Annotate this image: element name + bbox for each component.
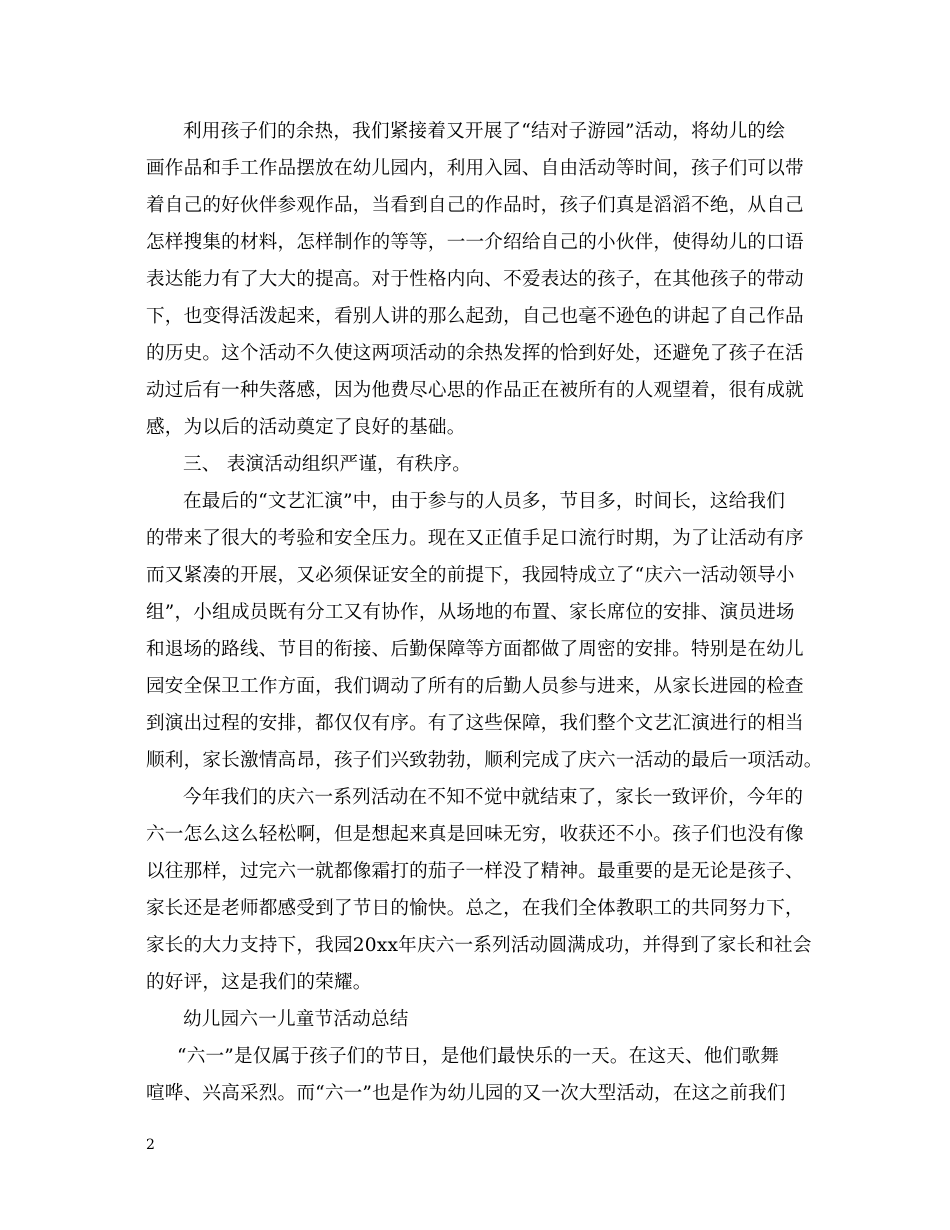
paragraph-line: 和退场的路线、节目的衔接、后勤保障等方面都做了周密的安排。特别是在幼儿: [146, 639, 804, 660]
paragraph-line: 怎样搜集的材料，怎样制作的等等，一一介绍给自己的小伙伴，使得幼儿的口语: [146, 232, 804, 253]
page-number: 2: [146, 1137, 155, 1153]
paragraph-line: 下，也变得活泼起来，看别人讲的那么起劲，自己也毫不逊色的讲起了自己作品: [146, 306, 804, 327]
paragraph-line: 以往那样，过完六一就都像霜打的茄子一样没了精神。最重要的是无论是孩子、: [146, 861, 804, 882]
paragraph-line: 组”，小组成员既有分工又有协作，从场地的布置、家长席位的安排、演员进场: [146, 602, 795, 623]
paragraph-line: 在最后的“文艺汇演”中，由于参与的人员多，节目多，时间长，这给我们: [183, 491, 786, 512]
paragraph-line: 利用孩子们的余热，我们紧接着又开展了“结对子游园”活动，将幼儿的绘: [183, 121, 786, 142]
paragraph-line: 画作品和手工作品摆放在幼儿园内，利用入园、自由活动等时间，孩子们可以带: [146, 158, 804, 179]
paragraph-line: 园安全保卫工作方面，我们调动了所有的后勤人员参与进来，从家长进园的检查: [146, 676, 804, 697]
paragraph-line: 表达能力有了大大的提高。对于性格内向、不爱表达的孩子，在其他孩子的带动: [146, 269, 804, 290]
paragraph-line: 今年我们的庆六一系列活动在不知不觉中就结束了，家长一致评价，今年的: [183, 787, 804, 808]
paragraph-line: 家长的大力支持下，我园20xx年庆六一系列活动圆满成功，并得到了家长和社会: [146, 935, 812, 956]
paragraph-line: 的带来了很大的考验和安全压力。现在又正值手足口流行时期，为了让活动有序: [146, 528, 804, 549]
paragraph-line: 的好评，这是我们的荣耀。: [146, 972, 372, 993]
paragraph-line: 着自己的好伙伴参观作品，当看到自己的作品时，孩子们真是滔滔不绝，从自己: [146, 195, 804, 216]
paragraph-line: 到演出过程的安排，都仅仅有序。有了这些保障，我们整个文艺汇演进行的相当: [146, 713, 804, 734]
paragraph-line: 感，为以后的活动奠定了良好的基础。: [146, 417, 466, 438]
section-heading: 三、 表演活动组织严谨，有秩序。: [183, 454, 472, 475]
paragraph-line: 而又紧凑的开展，又必须保证安全的前提下，我园特成立了“庆六一活动领导小: [146, 565, 795, 586]
paragraph-line: “六一”是仅属于孩子们的节日，是他们最快乐的一天。在这天、他们歌舞: [177, 1046, 780, 1067]
paragraph-line: 六一怎么这么轻松啊，但是想起来真是回味无穷，收获还不小。孩子们也没有像: [146, 824, 804, 845]
paragraph-line: 喧哗、兴高采烈。而“六一”也是作为幼儿园的又一次大型活动，在这之前我们: [146, 1083, 786, 1104]
paragraph-line: 动过后有一种失落感，因为他费尽心思的作品正在被所有的人观望着，很有成就: [146, 380, 804, 401]
article-title: 幼儿园六一儿童节活动总结: [183, 1009, 409, 1030]
paragraph-line: 的历史。这个活动不久使这两项活动的余热发挥的恰到好处，还避免了孩子在活: [146, 343, 804, 364]
paragraph-line: 顺利，家长激情高昂，孩子们兴致勃勃，顺利完成了庆六一活动的最后一项活动。: [146, 750, 823, 771]
paragraph-line: 家长还是老师都感受到了节日的愉快。总之，在我们全体教职工的共同努力下，: [146, 898, 804, 919]
